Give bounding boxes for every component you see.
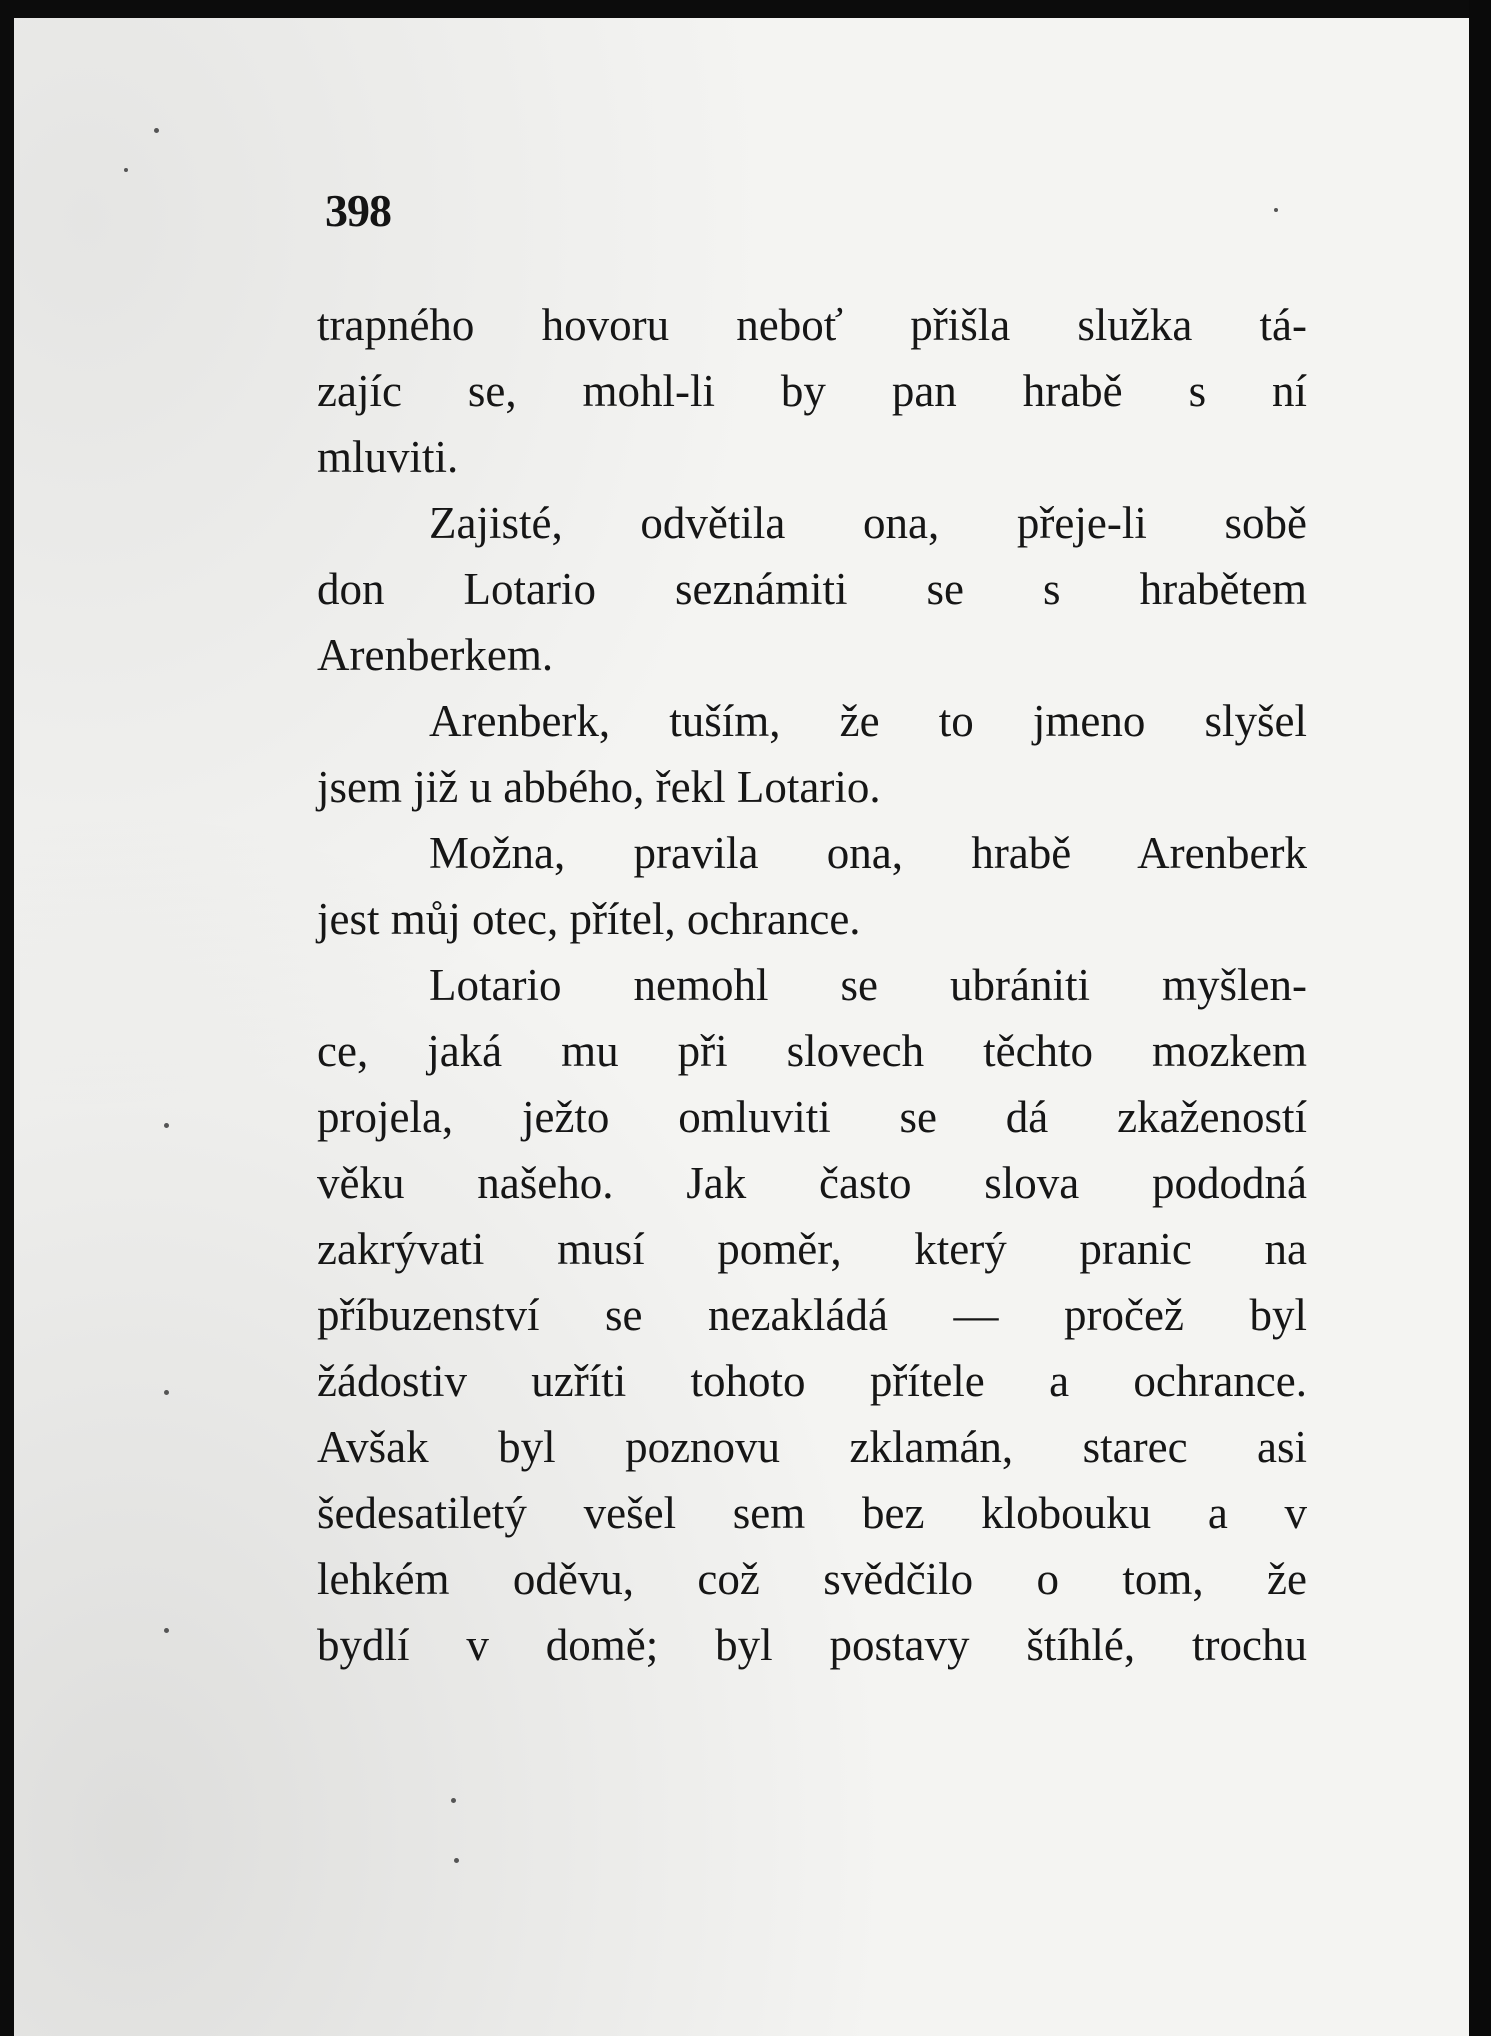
text-line: lehkém oděvu, což svědčilo o tom, že [317,1554,1307,1604]
text-line: jest můj otec, přítel, ochrance. [317,894,861,944]
text-line: Možna, pravila ona, hrabě Arenberk [429,828,1307,878]
print-speck [1274,208,1278,212]
text-line: Zajisté, odvětila ona, přeje-li sobě [429,498,1307,548]
text-line: šedesatiletý vešel sem bez klobouku a v [317,1488,1307,1538]
page-number: 398 [325,185,391,236]
text-line: jsem již u abbého, řekl Lotario. [317,762,881,812]
text-line: ce, jaká mu při slovech těchto mozkem [317,1026,1307,1076]
text-line: věku našeho. Jak často slova pododná [317,1158,1307,1208]
text-line: Lotario nemohl se ubrániti myšlen- [429,960,1307,1010]
scan-right-border [1469,0,1491,2036]
text-line: bydlí v domě; byl postavy štíhlé, trochu [317,1620,1307,1670]
print-speck [124,168,128,172]
text-line: zajíc se, mohl-li by pan hrabě s ní [317,366,1307,416]
text-line: Arenberkem. [317,630,554,680]
text-line: don Lotario seznámiti se s hrabětem [317,564,1307,614]
text-line: žádostiv uzříti tohoto přítele a ochrance. [317,1356,1307,1406]
text-line: projela, ježto omluviti se dá zkažeností [317,1092,1307,1142]
text-line: Avšak byl poznovu zklamán, starec asi [317,1422,1307,1472]
text-line: příbuzenství se nezakládá — pročež byl [317,1290,1307,1340]
text-line: zakrývati musí poměr, který pranic na [317,1224,1307,1274]
print-speck [454,1858,459,1863]
text-line: trapného hovoru neboť přišla služka tá- [317,300,1307,350]
print-speck [164,1123,169,1128]
print-speck [154,128,159,133]
text-line: mluviti. [317,432,459,482]
text-line: Arenberk, tuším, že to jmeno slyšel [429,696,1307,746]
body-text [317,292,1307,1678]
print-speck [451,1798,456,1803]
print-speck [164,1390,169,1395]
print-speck [164,1628,169,1633]
